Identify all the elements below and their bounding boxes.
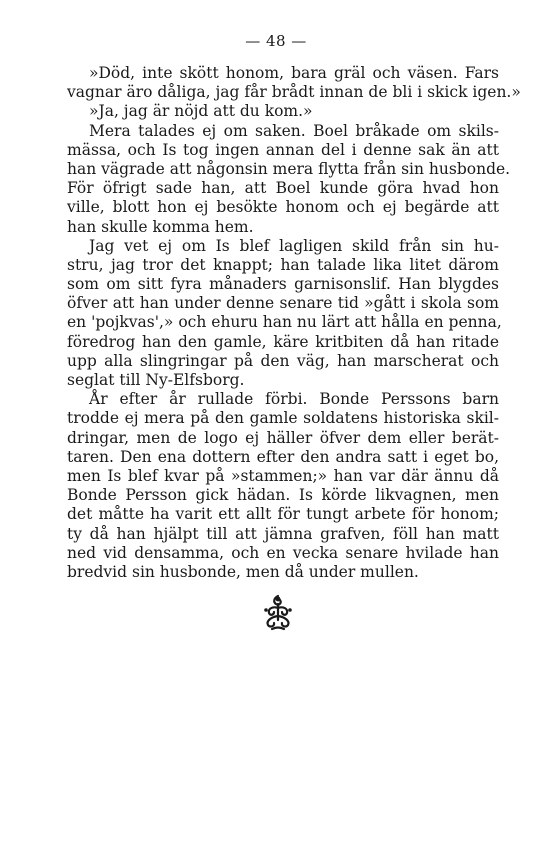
text-line: ville, blott hon ej besökte honom och ej begärde att [67, 198, 499, 217]
text-line: men Is blef kvar på »stammen;» han var där ännu då [67, 466, 499, 485]
text-line: Bonde Persson gick hädan. Is körde likvagnen, men [67, 486, 499, 505]
text-line: taren. Den ena dottern efter den andra satt i eget bo, [67, 447, 499, 466]
text-line: År efter år rullade förbi. Bonde Perssons barn [89, 390, 499, 409]
text-line: För öfrigt sade han, att Boel kunde göra hvad hon [67, 179, 499, 198]
body-text [67, 64, 521, 582]
fleuron-ornament-icon [256, 590, 300, 634]
text-line: Mera talades ej om saken. Boel bråkade om skils- [89, 121, 499, 140]
text-line: han skulle komma hem. [67, 217, 254, 236]
text-line: han vägrade att någonsin mera flytta från sin husbonde. [67, 159, 511, 178]
text-line: dringar, men de logo ej häller öfver dem eller berät- [67, 428, 499, 447]
text-line: Jag vet ej om Is blef lagligen skild från sin hu- [89, 236, 499, 255]
text-line: mässa, och Is tog ingen annan del i denne sak än att [67, 140, 499, 159]
text-line: stru, jag tror det knappt; han talade lika litet därom [67, 255, 499, 274]
text-line: upp alla slingringar på den väg, han marscherat och [67, 351, 499, 370]
text-line: öfver att han under denne senare tid »gått i skola som [67, 294, 499, 313]
text-line: »Ja, jag är nöjd att du kom.» [89, 102, 313, 121]
text-line: en 'pojkvas',» och ehuru han nu lärt att hålla en penna, [67, 313, 502, 332]
text-line: bredvid sin husbonde, men då under mullen. [67, 562, 419, 581]
text-line: »Död, inte skött honom, bara gräl och väsen. Fars [89, 64, 499, 82]
page-number: — 48 — [245, 32, 307, 50]
text-line: trodde ej mera på den gamle soldatens historiska skil- [67, 409, 499, 428]
text-line: som om sitt fyra månaders garnisonslif. Han blygdes [67, 275, 499, 294]
text-line: ned vid densamma, och en vecka senare hvilade han [67, 543, 499, 562]
text-line: föredrog han den gamle, käre kritbiten då han ritade [67, 332, 499, 351]
text-line: ty då han hjälpt till att jämna grafven, föll han matt [67, 524, 499, 543]
text-line: seglat till Ny-Elfsborg. [67, 371, 245, 389]
text-line: det måtte ha varit ett allt för tungt arbete för honom; [67, 505, 499, 524]
text-line: vagnar äro dåliga, jag får brådt innan de bli i skick igen.» [67, 83, 521, 102]
